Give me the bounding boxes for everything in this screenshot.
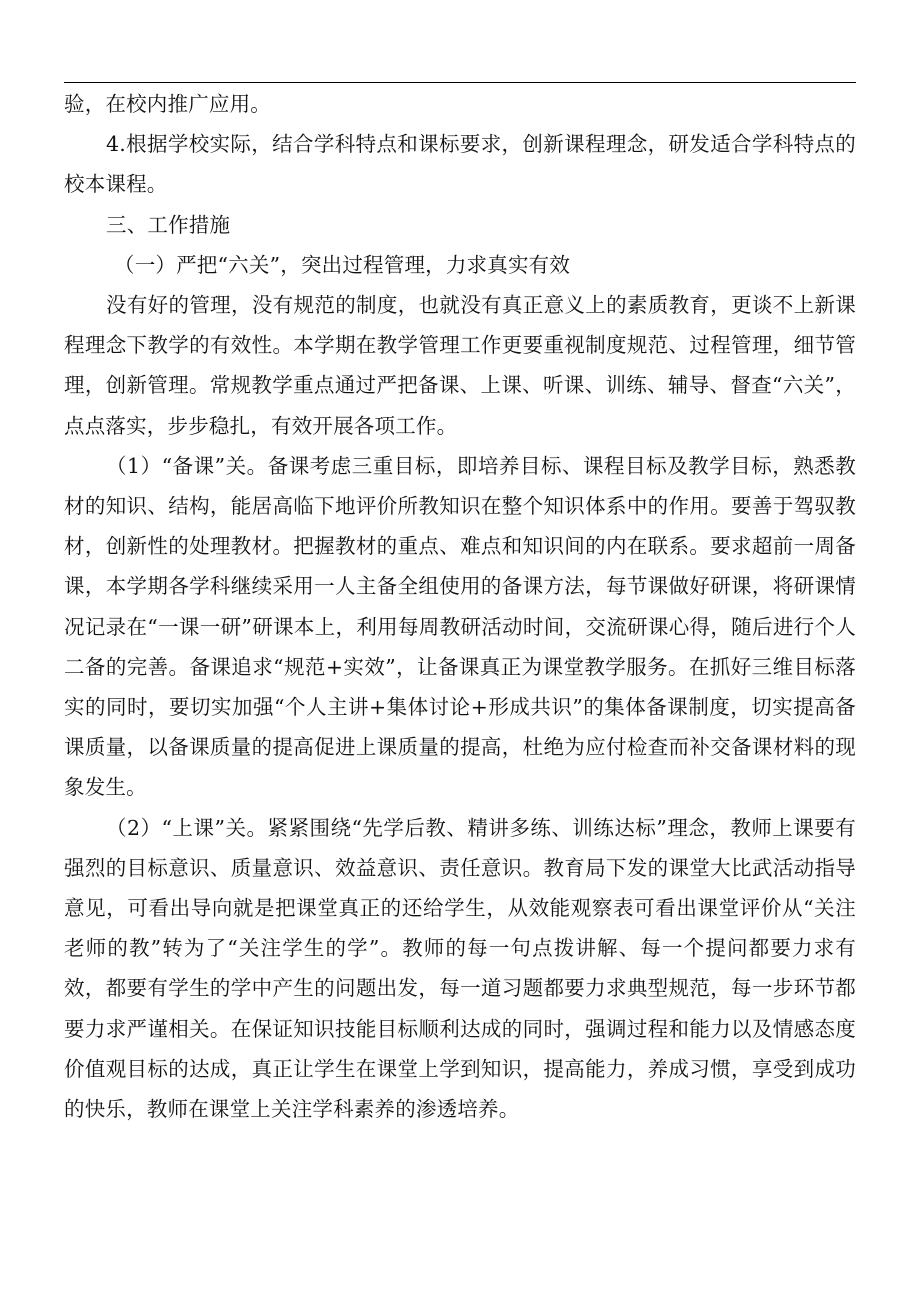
- paragraph-lesson-prep: （1）“备课”关。备课考虑三重目标，即培养目标、课程目标及教学目标，熟悉教材的知识、结构，能居高临下地评价所教知识在整个知识体系中的作用。要善于驾驭教材，创新性的处理教材。把握教材的重点、难点和知识间的内在联系。要求超前一周备课，本学期各学科继续采用一人主备全组使用的备课方法，每节课做好研课，将研课情况记录在“一课一研”研课本上，利用每周教研活动时间，交流研课心得，随后进行个人二备的完善。备课追求“规范+实效”，让备课真正为课堂教学服务。在抓好三维目标落实的同时，要切实加强“个人主讲+集体讨论+形成共识”的集体备课制度，切实提高备课质量，以备课质量的提高促进上课质量的提高，杜绝为应付检查而补交备课材料的现象发生。: [64, 453, 856, 800]
- paragraph-management: 没有好的管理，没有规范的制度，也就没有真正意义上的素质教育，更谈不上新课程理念下教学的有效性。本学期在教学管理工作更要重视制度规范、过程管理，细节管理，创新管理。常规教学重点通过严把备课、上课、听课、训练、辅导、督查“六关”，点点落实，步步稳扎，有效开展各项工作。: [64, 293, 856, 438]
- section-heading: 三、工作措施: [106, 212, 231, 237]
- paragraph-teaching: （2）“上课”关。紧紧围绕“先学后教、精讲多练、训练达标”理念，教师上课要有强烈的目标意识、质量意识、效益意识、责任意识。教育局下发的课堂大比武活动指导意见，可看出导向就是把课堂真正的还给学生，从效能观察表可看出课堂评价从“关注老师的教”转为了“关注学生的学”。教师的每一句点拨讲解、每一个提问都要力求有效，都要有学生的学中产生的问题出发，每一道习题都要力求典型规范，每一步环节都要力求严谨相关。在保证知识技能目标顺利达成的同时，强调过程和能力以及情感态度价值观目标的达成，真正让学生在课堂上学到知识，提高能力，养成习惯，享受到成功的快乐，教师在课堂上关注学科素养的渗透培养。: [64, 815, 856, 1122]
- subsection-heading: （一）严把“六关”，突出过程管理，力求真实有效: [114, 252, 571, 277]
- paragraph-continuation: 验，在校内推广应用。: [64, 92, 271, 116]
- paragraph-item-4: 4.根据学校实际，结合学科特点和课标要求，创新课程理念，研发适合学科特点的校本课程。: [64, 132, 856, 197]
- document-body: [64, 84, 856, 1129]
- header-rule: [64, 82, 856, 83]
